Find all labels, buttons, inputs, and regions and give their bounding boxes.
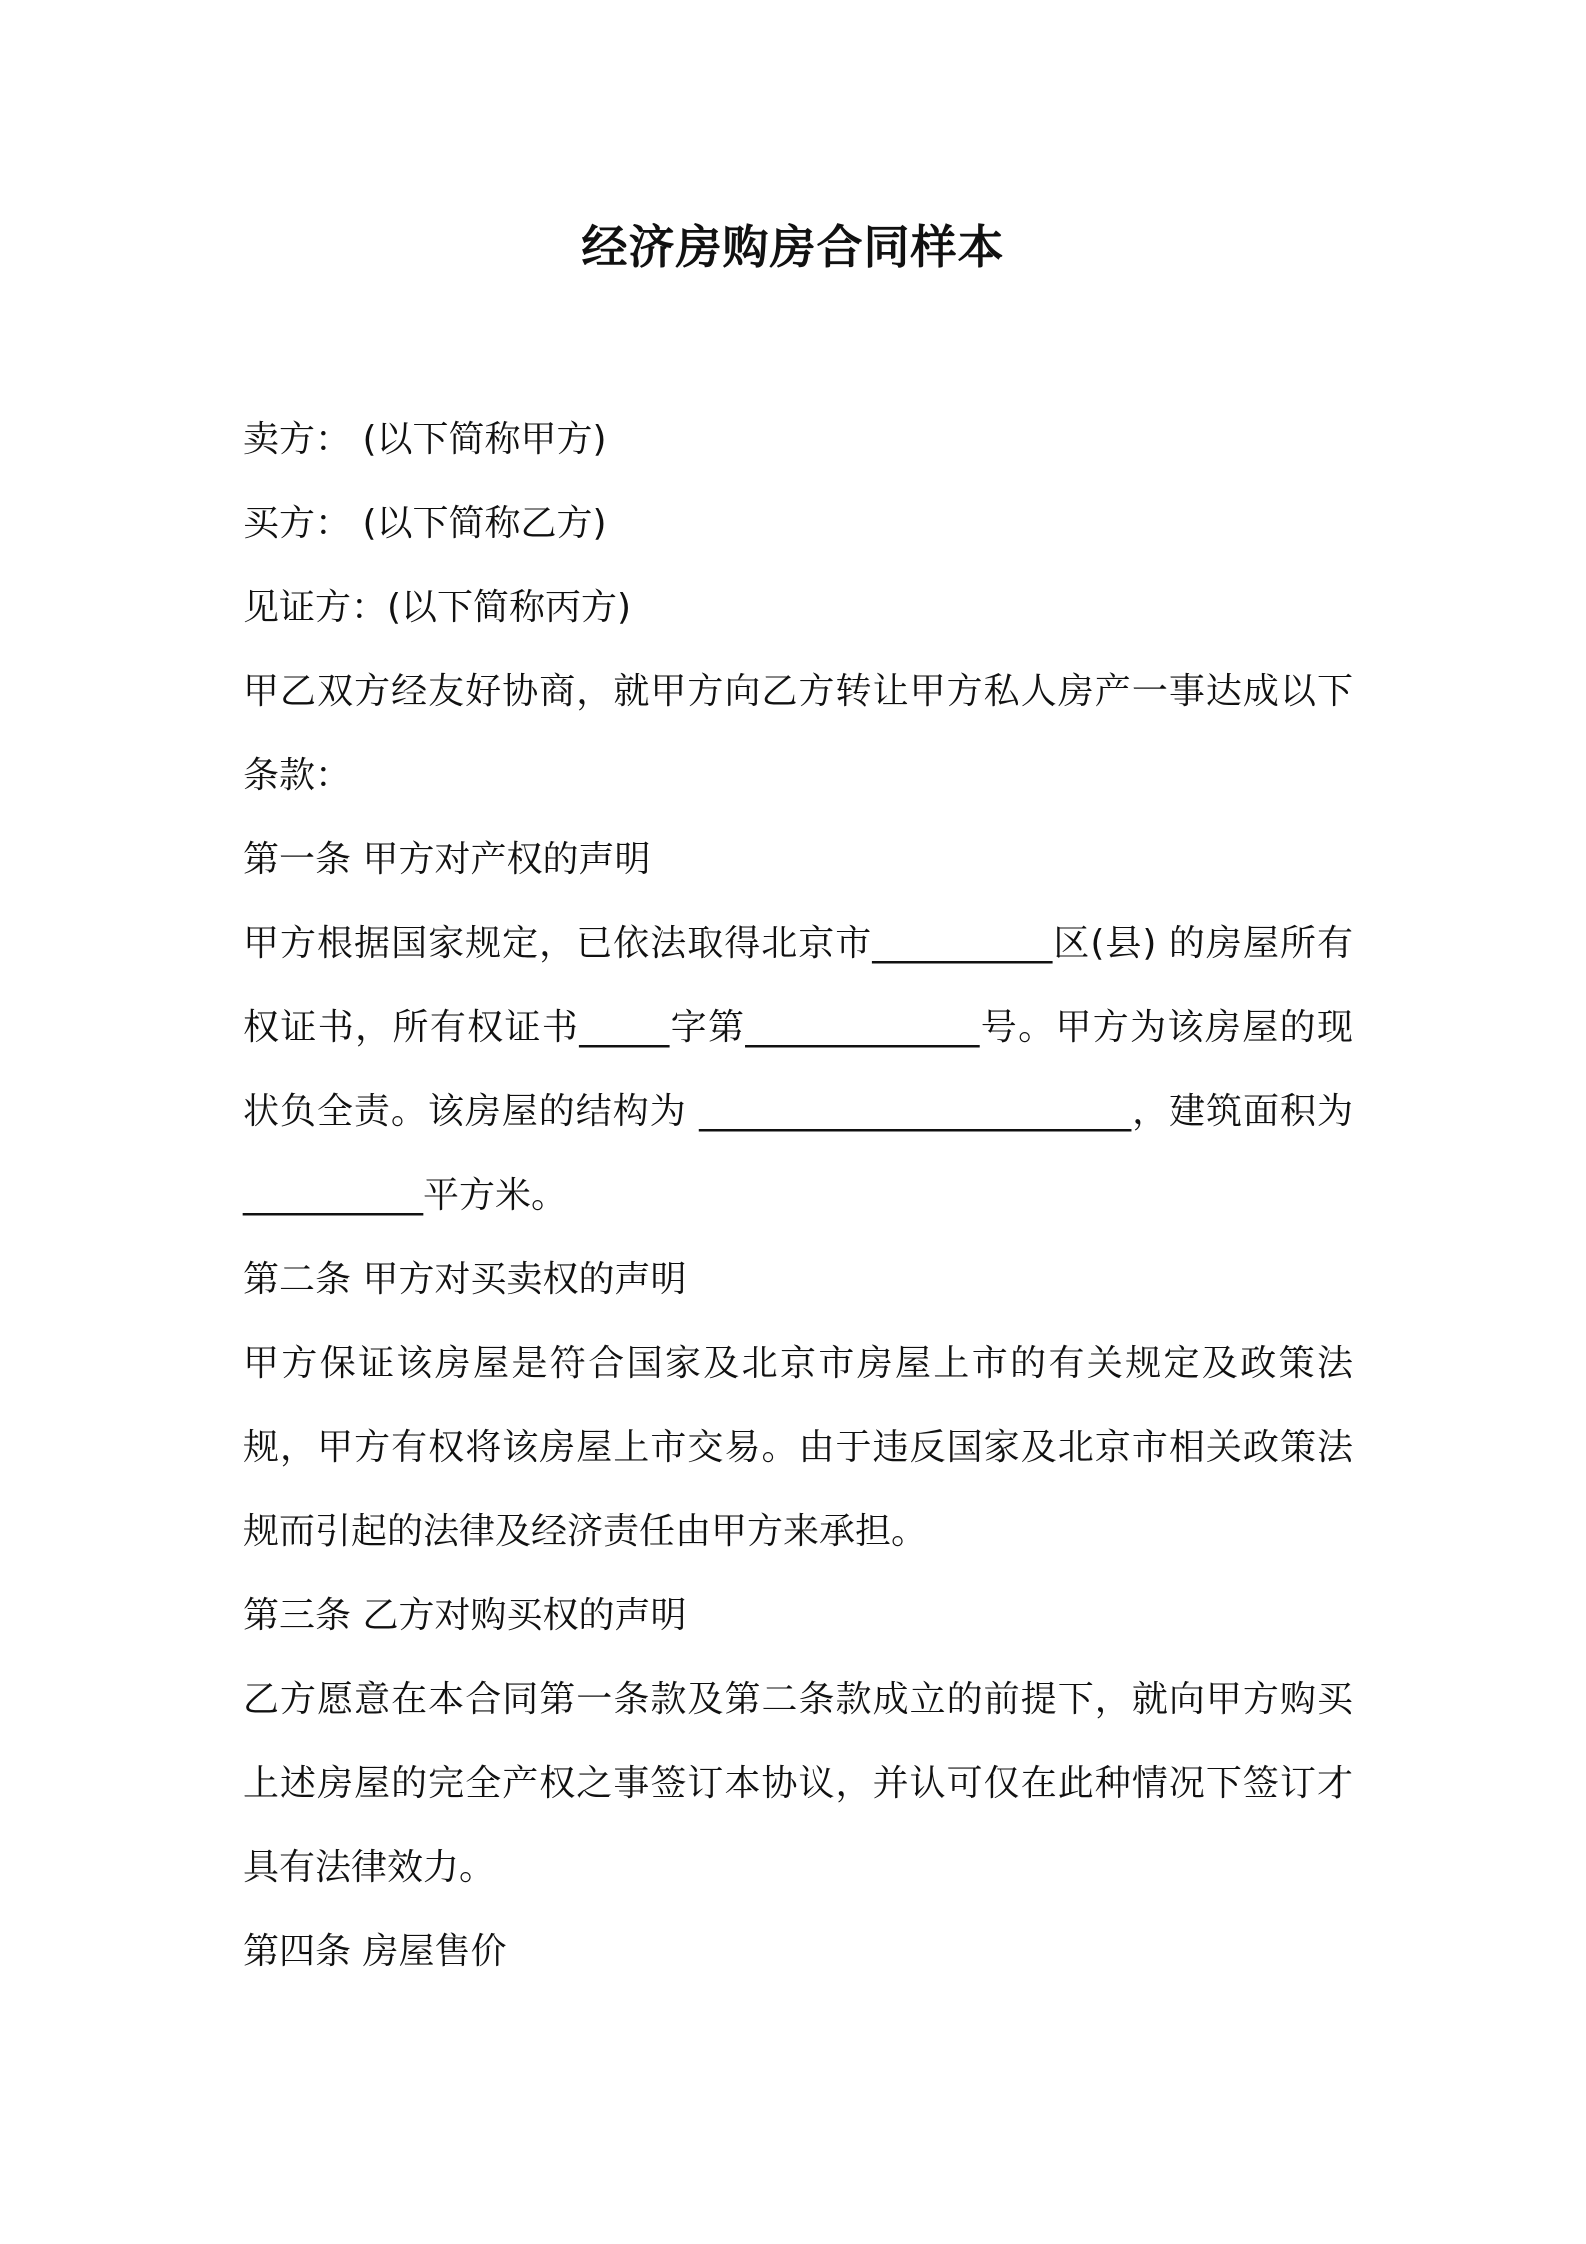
article-1-text: 甲方根据国家规定，已依法取得北京市__________区(县) 的房屋所有权证书，所有权证书_____字第_____________号。甲方为该房屋的现状负全责。该房屋的结构为 ________________________，建筑面积为__________平方米。	[243, 923, 1353, 1216]
preamble-paragraph: 甲乙双方经友好协商，就甲方向乙方转让甲方私人房产一事达成以下条款：	[243, 671, 1353, 796]
document-title: 经济房购房合同样本	[581, 220, 1005, 274]
party-seller: 卖方： (以下简称甲方)	[243, 419, 607, 460]
article-2-text: 甲方保证该房屋是符合国家及北京市房屋上市的有关规定及政策法规，甲方有权将该房屋上市交易。由于违反国家及北京市相关政策法规而引起的法律及经济责任由甲方来承担。	[243, 1343, 1353, 1552]
document-body	[243, 398, 1353, 1994]
article-1-heading: 第一条 甲方对产权的声明	[243, 839, 651, 880]
article-4-heading: 第四条 房屋售价	[243, 1931, 507, 1972]
party-buyer: 买方： (以下简称乙方)	[243, 503, 607, 544]
article-3-text: 乙方愿意在本合同第一条款及第二条款成立的前提下，就向甲方购买上述房屋的完全产权之事签订本协议，并认可仅在此种情况下签订才具有法律效力。	[243, 1679, 1353, 1888]
party-witness: 见证方：(以下简称丙方)	[243, 587, 632, 628]
article-2-heading: 第二条 甲方对买卖权的声明	[243, 1259, 687, 1300]
article-3-heading: 第三条 乙方对购买权的声明	[243, 1595, 687, 1636]
